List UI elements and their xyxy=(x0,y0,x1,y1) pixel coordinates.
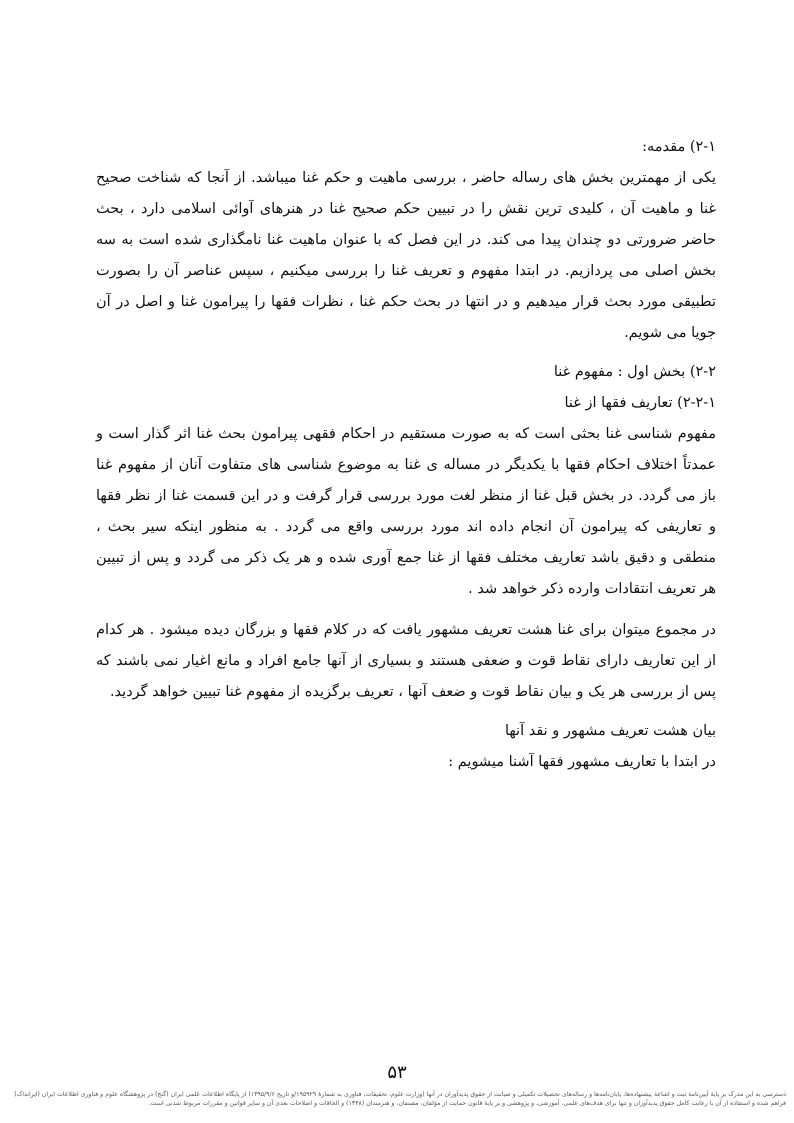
summary-paragraph: در مجموع میتوان برای غنا هشت تعریف مشهور یافت که در کلام فقها و بزرگان دیده میشود . هر کدام از این تعاریف دارای نقاط قوت و ضعفی هستند و بسیاری از آنها جامع افراد و مانع اغیار نمی باشند که پس از بررسی هر یک و بیان نقاط قوت و ضعف آنها ، تعریف برگزیده از مفهوم غنا تبیین خواهد گردید. xyxy=(96,622,716,700)
spacer xyxy=(96,349,716,357)
eight-definitions-heading: بیان هشت تعریف مشهور و نقد آنها xyxy=(504,723,716,739)
definitions-paragraph: مفهوم شناسی غنا بحثی است که به صورت مستقیم در احکام فقهی پیرامون بحث غنا اثر گذار است و عمدتاً اختلاف احکام فقها با یکدیگر در مساله ی غنا به موضوع شناسی های متفاوت آنان از مفهوم غنا باز می گردد. در بخش قبل غنا از منظر لغت مورد بررسی قرار گرفت و در این قسمت غنا از نظر فقها و تعاریفی که پیرامون آن انجام داده اند مورد بررسی واقع می گردد . به منظور اینکه سیر بحث ، منطقی و دقیق باشد تعاریف مختلف فقها از غنا جمع آوری شده و هر یک ذکر می گردد و پس از تبیین هر تعریف انتقادات وارده ذکر خواهد شد . xyxy=(96,426,716,597)
subsection-definitions-heading: ۲-۲-۱) تعاریف فقها از غنا xyxy=(564,395,716,411)
section-part1-heading: ۲-۲) بخش اول : مفهوم غنا xyxy=(553,364,716,380)
section-intro-heading: ۲-۱) مقدمه: xyxy=(642,139,716,155)
closing-line: در ابتدا با تعاریف مشهور فقها آشنا میشویم : xyxy=(448,754,716,770)
spacer xyxy=(96,605,716,615)
document-body xyxy=(96,132,716,778)
copyright-footer: دسترسی به این مدرک بر پایهٔ آیین‌نامهٔ ثبت و اشاعهٔ پیشنهاده‌ها، پایان‌نامه‌ها و رساله‌های تحصیلات تکمیلی و صیانت از حقوق پدیدآوران در آنها (وزارت علوم، تحقیقات، فناوری به شمارهٔ ۱۹۵۹۲۹/و تاریخ ۱۳۹۵/۹/۶) از پایگاه اطلاعات علمی ایران (گنج) در پژوهشگاه علوم و فناوری اطلاعات ایران (ایرانداک) فراهم شده و استفاده از آن با رعایت کامل حقوق پدیدآوران و تنها برای هدف‌های علمی، آموزشی، و پژوهشی و بر پایهٔ قانون حمایت از مؤلفان، مصنفان، و هنرمندان (۱۳۴۸) و الحاقات و اصلاحات بعدی آن و سایر قوانین و مقررات مربوط شدنی است. xyxy=(14,1091,786,1107)
spacer xyxy=(96,708,716,716)
intro-paragraph: یکی از مهمترین بخش های رساله حاضر ، بررسی ماهیت و حکم غنا میباشد. از آنجا که شناخت صحیح غنا و ماهیت آن ، کلیدی ترین نقش را در تبیین حکم صحیح غنا در هنرهای آوائی اسلامی دارد ، بحث حاضر ضرورتی دو چندان پیدا می کند. در این فصل که با عنوان ماهیت غنا نامگذاری شده است به سه بخش اصلی می پردازیم. در ابتدا مفهوم و تعریف غنا را بررسی میکنیم ، سپس عناصر آن را بصورت تطبیقی مورد بحث قرار میدهیم و در انتها در بحث حکم غنا ، نظرات فقها را پیرامون غنا و اصل در آن جویا می شویم. xyxy=(96,170,716,341)
page-number: ۵۳ xyxy=(387,1062,407,1083)
